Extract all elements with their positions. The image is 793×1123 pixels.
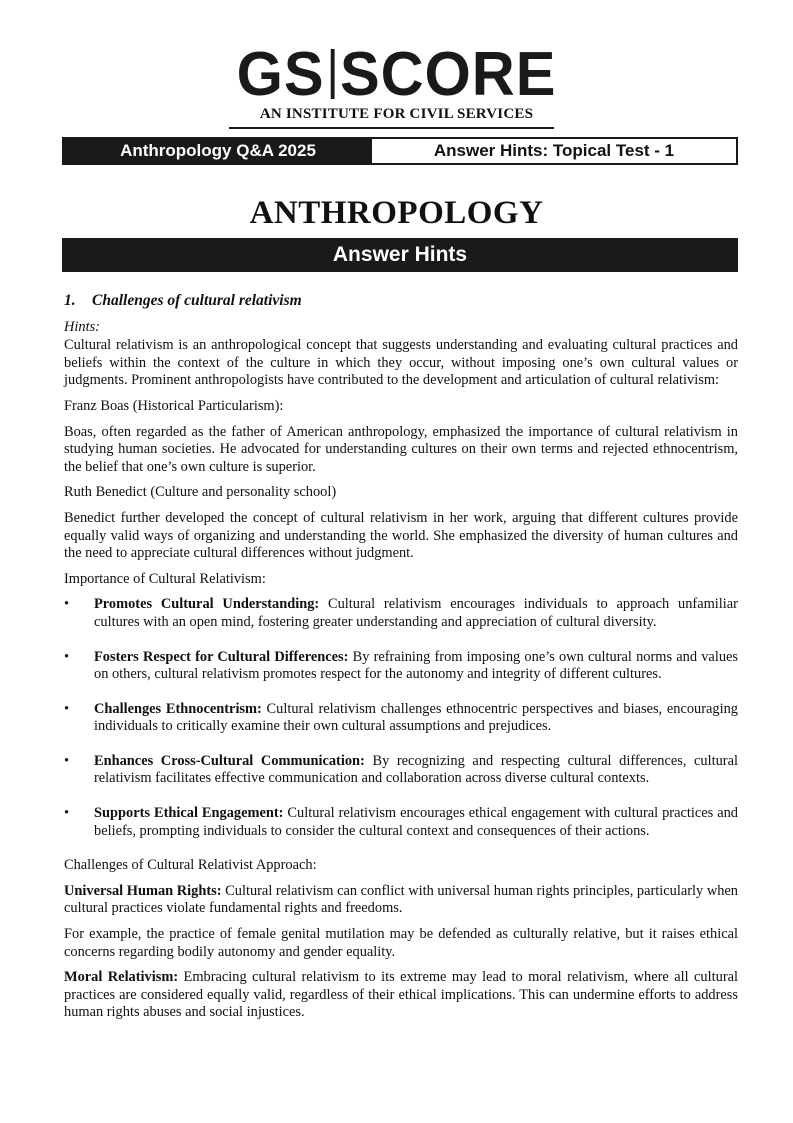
header-bar — [62, 137, 738, 165]
list-item-text: By refraining from imposing one’s own cultural norms and values on others, cultural relativism promotes respect for the autonomy and integrity of different cultures. — [94, 648, 738, 683]
list-item — [64, 753, 738, 788]
question-number: 1. — [64, 292, 76, 309]
benedict-heading: Ruth Benedict (Culture and personality school) — [64, 484, 337, 501]
list-item-text: Cultural relativism encourages individuals to approach unfamiliar cultures with an open mind, fostering greater understanding and appreciation of cultural diversity. — [94, 596, 738, 630]
list-item-term: Enhances Cross-Cultural Communication: — [94, 752, 365, 769]
list-item-term: Promotes Cultural Understanding: — [94, 596, 320, 613]
logo-separator — [330, 49, 334, 99]
list-item-term: Supports Ethical Engagement: — [94, 805, 284, 822]
list-item-text: By recognizing and respecting cultural differences, cultural relativism facilitates effective communication and collaboration across diverse cultural contexts. — [94, 752, 738, 787]
bullet-icon: • — [64, 648, 70, 665]
document-body — [64, 292, 738, 1030]
bullet-icon: • — [64, 596, 70, 613]
header-subject: Anthropology Q&A 2025 — [64, 139, 372, 163]
list-item — [64, 805, 738, 840]
logo-score: SCORE — [339, 40, 557, 109]
boas-paragraph: Boas, often regarded as the father of American anthropology, emphasized the importance of cultural relativism in studying human societies. He advocated for understanding cultures on their own terms and rejected ethnocentrism, the belief that one’s own culture is superior. — [64, 423, 738, 475]
moral-relativism-text: Embracing cultural relativism to its extreme may lead to moral relativism, where all cultural practices are considered equally valid, regardless of their ethical implications. This can undermine efforts to address human rights abuses and social injustices. — [64, 969, 738, 1021]
list-item-text: Cultural relativism encourages ethical engagement with cultural practices and beliefs, prompting individuals to consider the cultural context and consequences of their actions. — [94, 805, 738, 839]
boas-heading: Franz Boas (Historical Particularism): — [64, 397, 284, 414]
logo-gs: GS — [236, 40, 325, 109]
list-item-term: Challenges Ethnocentrism: — [94, 700, 262, 717]
page-title: ANTHROPOLOGY — [249, 195, 544, 231]
example-paragraph: For example, the practice of female genital mutilation may be defended as culturally relative, but it raises ethical concerns regarding bodily autonomy and gender equality. — [64, 926, 738, 960]
moral-relativism-paragraph — [64, 969, 738, 1022]
human-rights-text: Cultural relativism can conflict with universal human rights principles, particularly when cultural practices violate fundamental rights and freedoms. — [64, 882, 739, 917]
hints-label: Hints: — [64, 318, 100, 335]
list-item-text: Cultural relativism challenges ethnocentric perspectives and biases, encouraging individuals to critically examine their own cultural assumptions and prejudices. — [94, 700, 739, 735]
bullet-icon: • — [64, 752, 70, 769]
importance-heading: Importance of Cultural Relativism: — [64, 570, 266, 587]
list-item — [64, 596, 738, 631]
bullet-icon: • — [64, 805, 70, 822]
intro-paragraph: Cultural relativism is an anthropological concept that suggests understanding and evaluating cultural practices and beliefs within the context of the culture in which they occur, without imposing one’s own cultural values or judgments. Prominent anthropologists have contributed to the development and articulation of cultural relativism: — [64, 337, 738, 389]
question-title — [64, 292, 738, 310]
human-rights-term: Universal Human Rights: — [64, 882, 222, 899]
section-banner: Answer Hints — [62, 238, 738, 272]
human-rights-paragraph — [64, 883, 738, 918]
tagline: AN INSTITUTE FOR CIVIL SERVICES — [259, 106, 534, 122]
tagline-underline — [229, 127, 554, 129]
challenges-heading: Challenges of Cultural Relativist Approach: — [64, 857, 317, 874]
importance-list — [64, 596, 738, 840]
question-text: Challenges of cultural relativism — [92, 292, 302, 309]
bullet-icon: • — [64, 700, 70, 717]
list-item-term: Fosters Respect for Cultural Differences: — [94, 648, 349, 665]
list-item — [64, 701, 738, 736]
header-test-name: Answer Hints: Topical Test - 1 — [433, 141, 675, 160]
logo — [0, 40, 793, 109]
moral-relativism-term: Moral Relativism: — [64, 969, 179, 986]
benedict-paragraph: Benedict further developed the concept of cultural relativism in her work, arguing that different cultures provide equally valid ways of organizing and understanding the world. She emphasized the diversity of human cultures and the need to appreciate cultural differences without judgment. — [64, 509, 738, 562]
list-item — [64, 649, 738, 684]
